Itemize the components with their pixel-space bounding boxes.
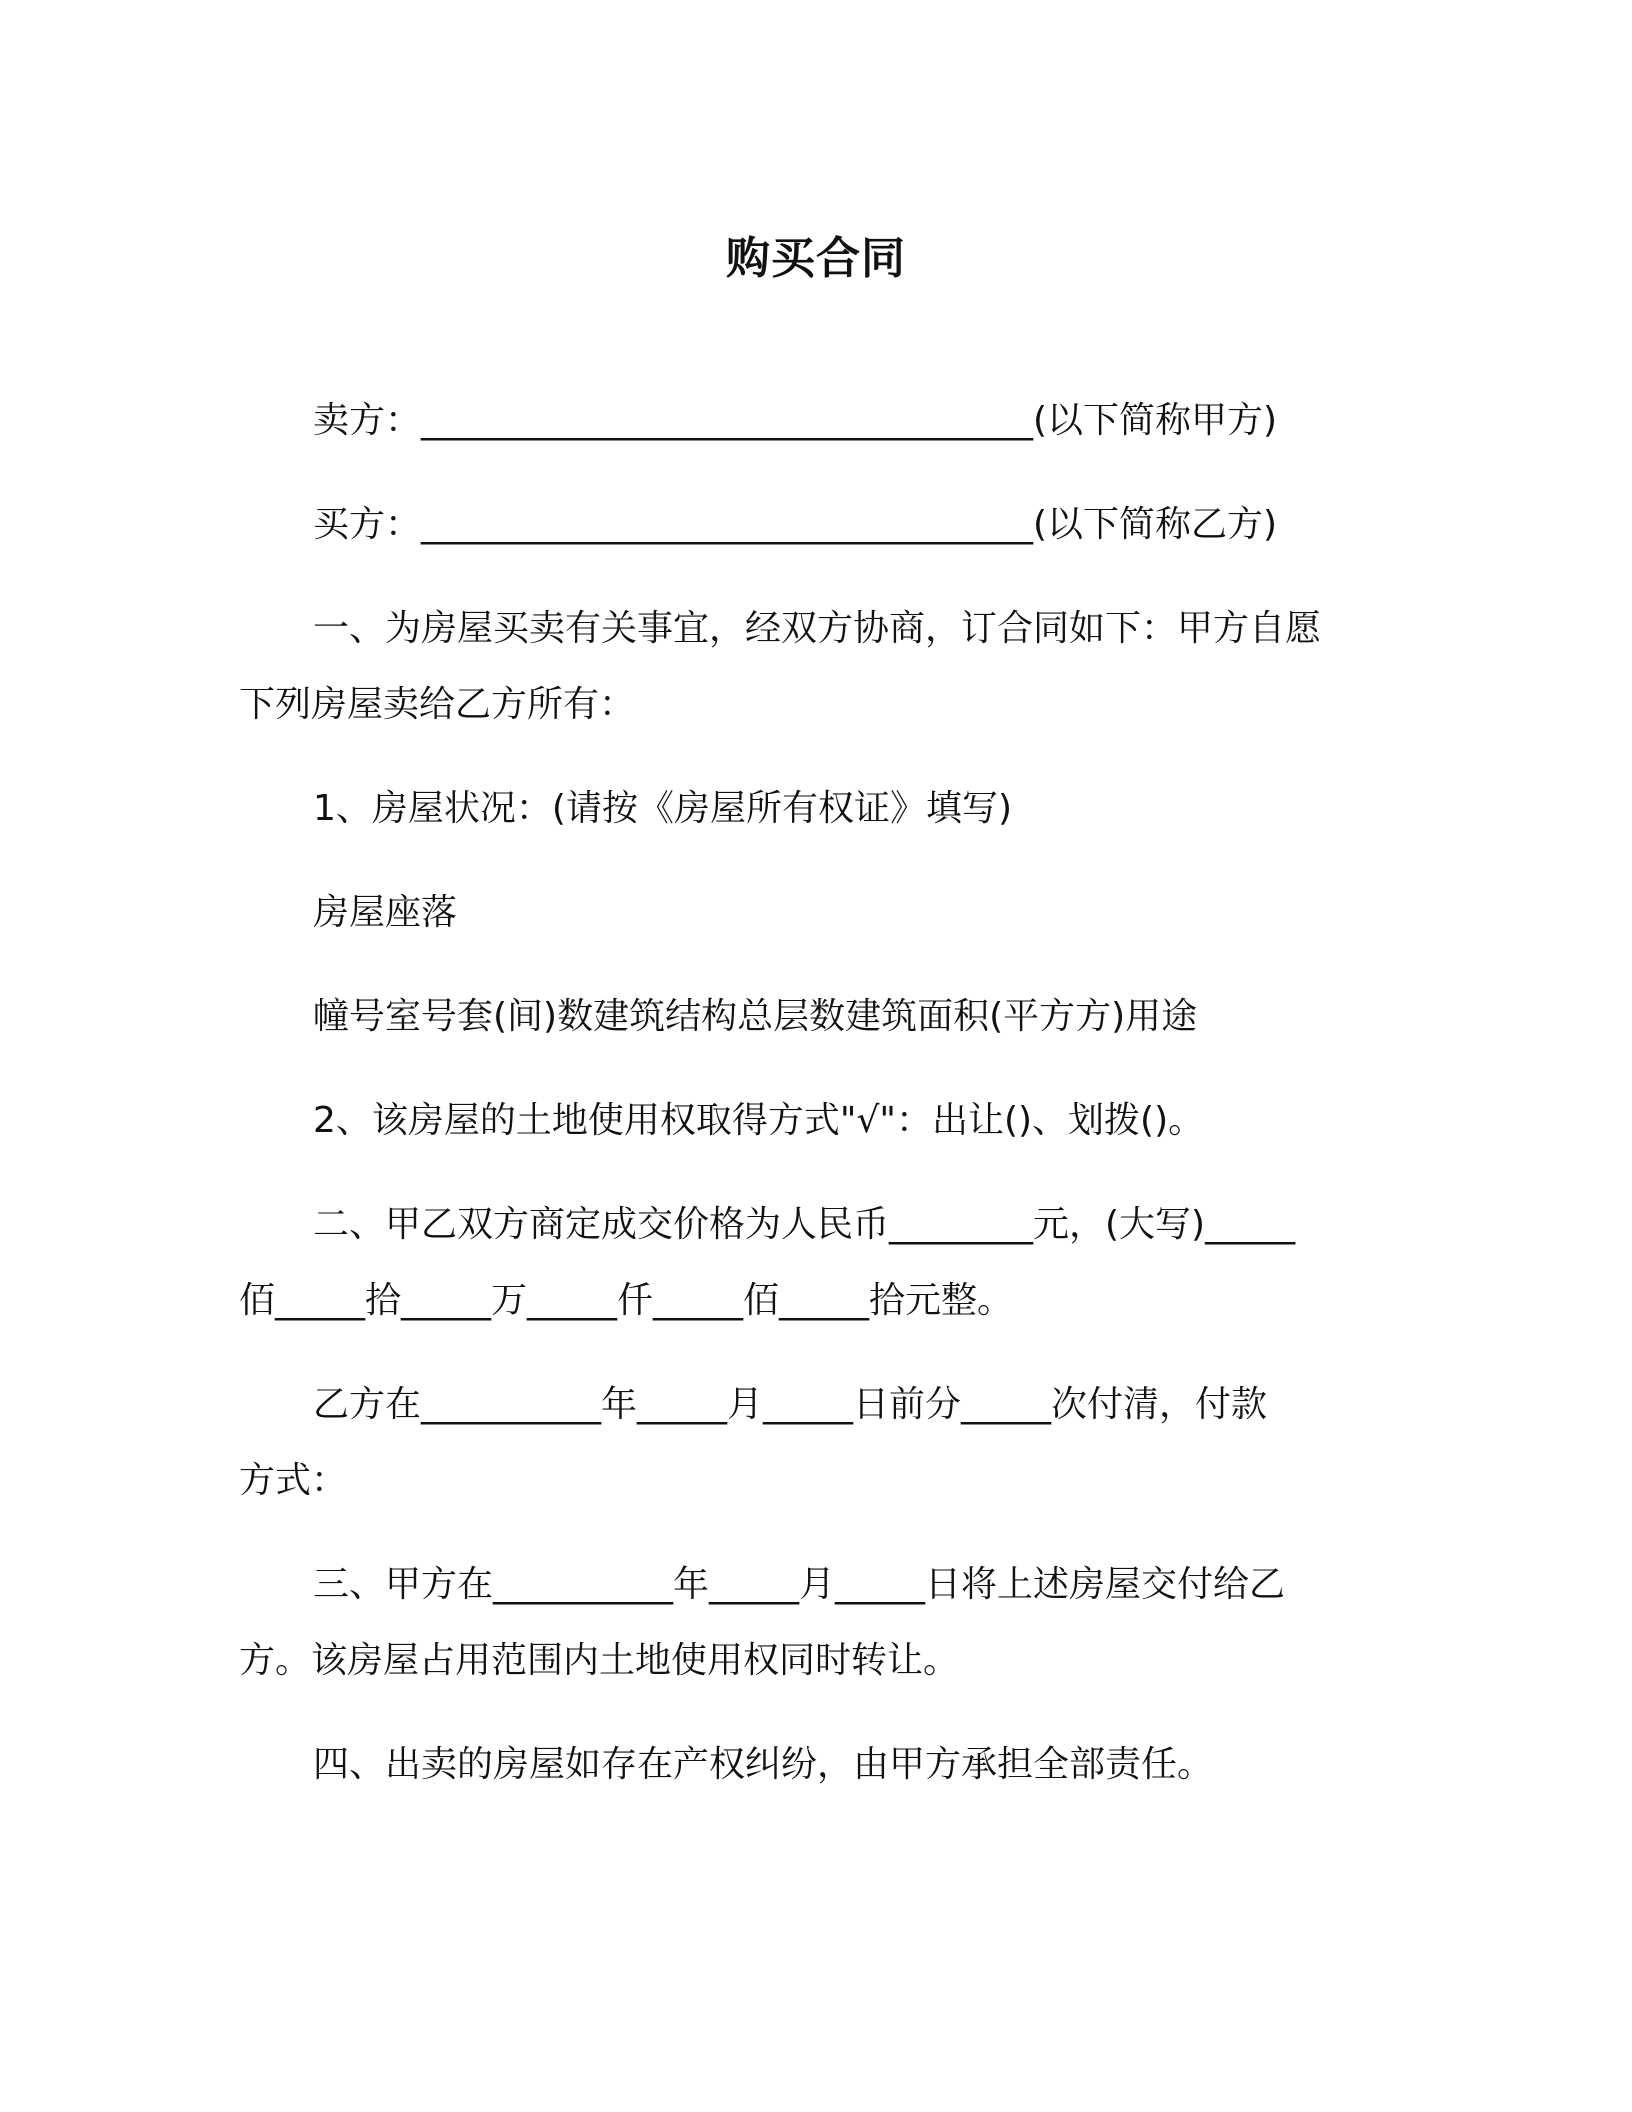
clause-3-delivery: 三、甲方在__________年_____月_____日将上述房屋交付给乙	[313, 1564, 1286, 1605]
buyer-line: 买方：__________________________________(以下简称乙方)	[313, 504, 1278, 545]
clause-2-price: 二、甲乙双方商定成交价格为人民币________元，(大写)_____	[313, 1204, 1296, 1245]
land-use-right: 2、该房屋的土地使用权取得方式"√"：出让()、划拨()。	[313, 1100, 1205, 1141]
seller-line: 卖方：__________________________________(以下简称甲方)	[313, 400, 1278, 441]
payment-schedule: 乙方在__________年_____月_____日前分_____次付清，付款	[313, 1384, 1268, 1425]
clause-4-dispute: 四、出卖的房屋如存在产权纠纷，由甲方承担全部责任。	[313, 1744, 1214, 1785]
clause-2-price-cont: 佰_____拾_____万_____仟_____佰_____拾元整。	[239, 1280, 1014, 1321]
clause-3-delivery-cont: 方。该房屋占用范围内土地使用权同时转让。	[239, 1640, 960, 1681]
house-location: 房屋座落	[313, 892, 458, 933]
clause-1-intro: 一、为房屋买卖有关事宜，经双方协商，订合同如下：甲方自愿	[313, 608, 1322, 649]
document-title: 购买合同	[726, 233, 906, 284]
clause-1-intro-cont: 下列房屋卖给乙方所有：	[239, 684, 636, 725]
house-details: 幢号室号套(间)数建筑结构总层数建筑面积(平方方)用途	[313, 996, 1198, 1037]
house-status: 1、房屋状况：(请按《房屋所有权证》填写)	[313, 788, 1012, 829]
payment-method: 方式：	[239, 1460, 348, 1501]
